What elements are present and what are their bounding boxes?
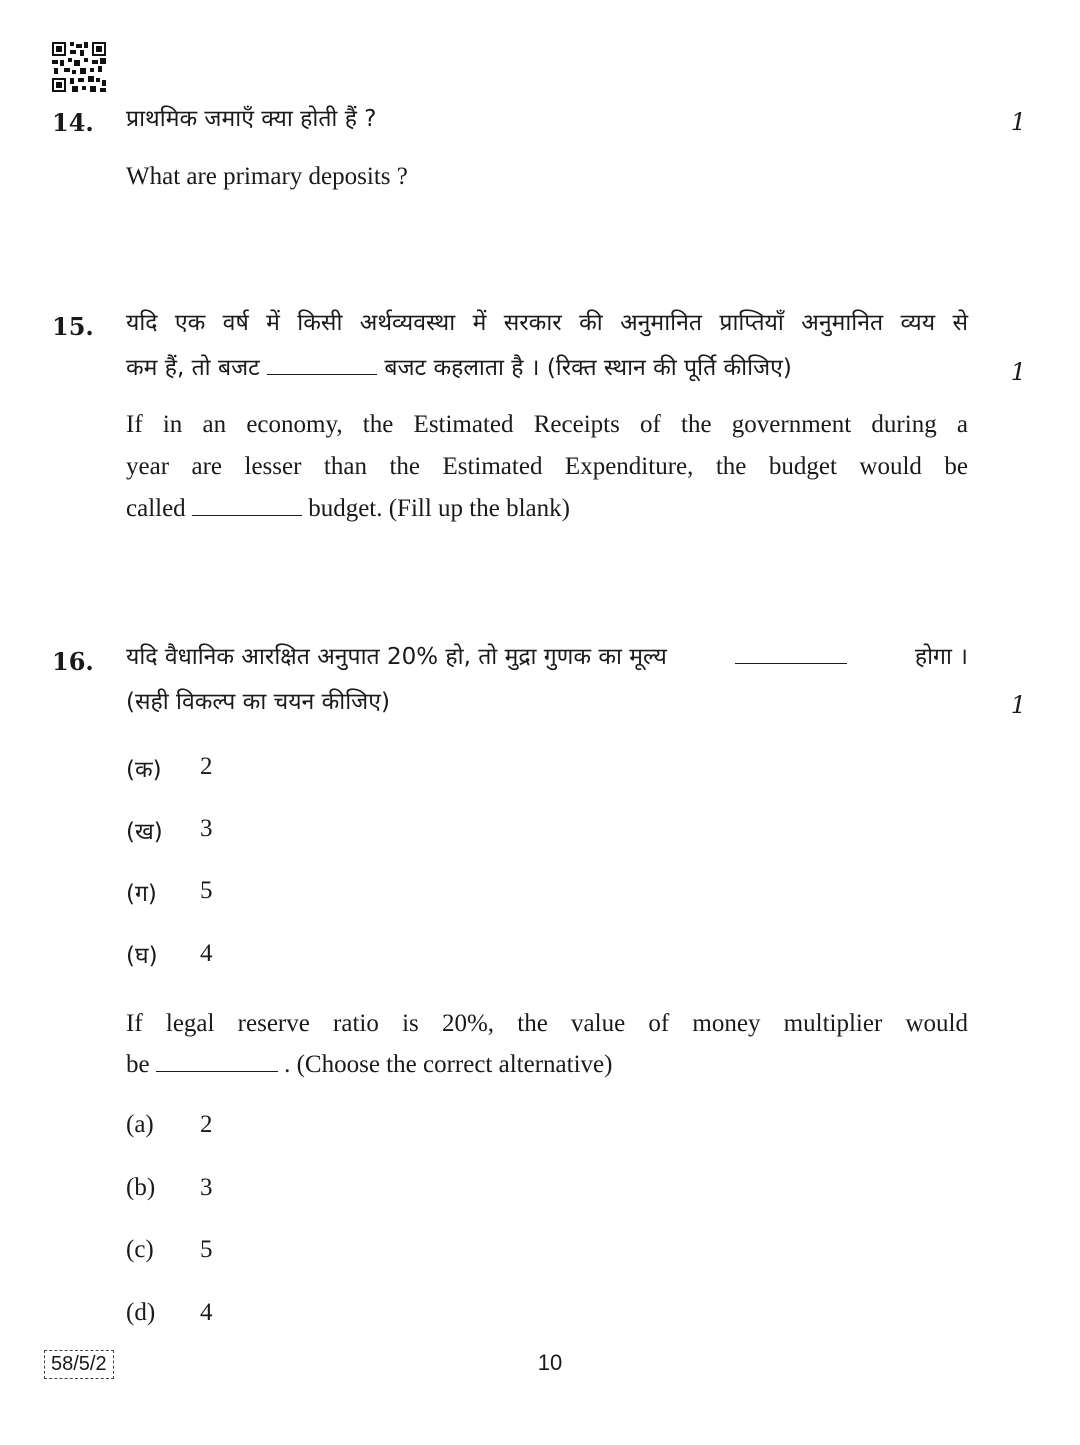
- option-label: (a): [126, 1111, 154, 1138]
- fill-blank: [267, 356, 377, 375]
- option-value: 5: [200, 1236, 213, 1263]
- option-label: (c): [126, 1236, 154, 1263]
- hindi-text-segment: होगा ।: [914, 644, 968, 670]
- question-text-hindi: प्राथमिक जमाएँ क्या होती हैं ?: [126, 106, 377, 132]
- english-text-segment: be: [126, 1051, 150, 1078]
- option-label: (ग): [126, 881, 157, 907]
- option-value: 5: [200, 877, 213, 904]
- hindi-text-segment: बजट कहलाता है । (रिक्त स्थान की पूर्ति कीजिए): [384, 355, 792, 381]
- question-marks: 1: [1010, 691, 1026, 719]
- question-marks: 1: [1010, 108, 1026, 136]
- english-text-segment: budget. (Fill up the blank): [308, 495, 570, 522]
- question-text-hindi-line: यदि एक वर्ष में किसी अर्थव्यवस्था में सरकार की अनुमानित प्राप्तियाँ अनुमानित व्यय से: [126, 310, 968, 336]
- page-number: 10: [537, 1350, 563, 1375]
- fill-blank: [192, 497, 302, 516]
- option-value: 2: [200, 1111, 213, 1138]
- option-label: (क): [126, 757, 162, 783]
- question-text-english-line: year are lesser than the Estimated Expenditure, the budget would be: [126, 453, 968, 480]
- option-label: (घ): [126, 943, 158, 969]
- question-text-hindi-line: (सही विकल्प का चयन कीजिए): [126, 689, 390, 715]
- paper-code: 58/5/2: [44, 1350, 114, 1379]
- question-text-english-line: [126, 1050, 968, 1080]
- question-text-english-line: If in an economy, the Estimated Receipts of the government during a: [126, 411, 968, 438]
- question-number: 16.: [52, 647, 94, 676]
- question-number: 14.: [52, 108, 94, 137]
- question-text-hindi-line: [126, 644, 968, 672]
- option-label: (b): [126, 1174, 156, 1201]
- option-value: 2: [200, 753, 213, 780]
- option-value: 3: [200, 815, 213, 842]
- question-text-english: What are primary deposits ?: [126, 163, 408, 190]
- hindi-text-segment: कम हैं, तो बजट: [126, 355, 260, 381]
- option-value: 4: [200, 940, 213, 967]
- hindi-text-segment: यदि वैधानिक आरक्षित अनुपात 20% हो, तो मुद्रा गुणक का मूल्य: [126, 644, 667, 670]
- fill-blank: [735, 645, 847, 664]
- qr-code-icon: [52, 42, 106, 92]
- english-text-segment: . (Choose the correct alternative): [284, 1051, 613, 1078]
- question-number: 15.: [52, 312, 94, 341]
- option-value: 3: [200, 1174, 213, 1201]
- english-text-segment: called: [126, 495, 186, 522]
- option-label: (d): [126, 1299, 156, 1326]
- question-text-english-line: [126, 494, 968, 524]
- question-text-hindi-line: [126, 355, 968, 383]
- option-label: (ख): [126, 819, 163, 845]
- question-marks: 1: [1010, 358, 1026, 386]
- option-value: 4: [200, 1299, 213, 1326]
- fill-blank: [156, 1053, 278, 1072]
- question-text-english-line: If legal reserve ratio is 20%, the value of money multiplier would: [126, 1010, 968, 1037]
